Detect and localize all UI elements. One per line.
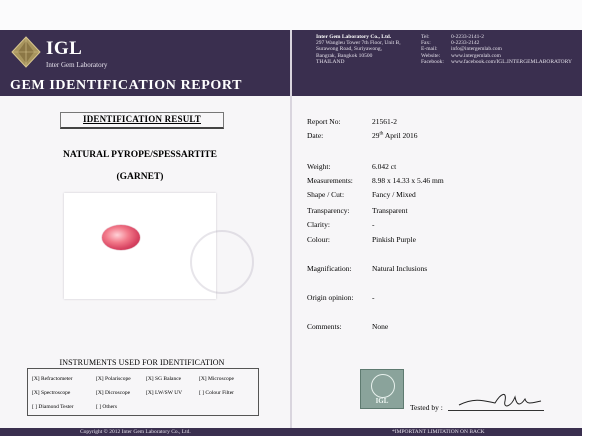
instrument-item: [X] Polariscope bbox=[96, 376, 131, 382]
instrument-item: [X] SG Balance bbox=[146, 376, 182, 382]
result-heading: IDENTIFICATION RESULT bbox=[83, 114, 201, 124]
address-line: 297 Wangleu Tower 7th Floor, Unit B, bbox=[316, 40, 401, 47]
address-line: Surawong Road, Suriyawong, bbox=[316, 46, 382, 53]
instrument-item: [X] Microscope bbox=[199, 376, 234, 382]
instrument-item: [X] Refractometer bbox=[32, 376, 73, 382]
contact-row: Facebook: www.facebook.com/IGL.INTERGEMLABORATORY bbox=[421, 58, 572, 65]
company-name: Inter Gem Laboratory Co., Ltd. bbox=[316, 34, 392, 40]
instrument-item: [X] Dicroscope bbox=[96, 390, 131, 396]
limitation-notice: *IMPORTANT LIMITATION ON BACK bbox=[392, 429, 485, 435]
lab-contact bbox=[421, 34, 572, 65]
gemstone-image bbox=[102, 225, 140, 250]
brand-name: IGL bbox=[46, 38, 83, 59]
seal-ring bbox=[371, 374, 395, 398]
contact-row: Fax: 0-2233-2142 bbox=[421, 40, 480, 47]
gem-variety: (GARNET) bbox=[116, 172, 164, 182]
instrument-item: [X] LW/SW UV bbox=[146, 390, 183, 396]
instrument-item: [ ] Others bbox=[96, 404, 118, 410]
tested-by-label: Tested by : bbox=[410, 403, 443, 412]
embossed-seal bbox=[190, 230, 254, 294]
gem-species: NATURAL PYROPE/SPESSARTITE bbox=[63, 150, 217, 160]
instrument-item: [ ] Diamond Tester bbox=[32, 404, 74, 410]
contact-row: Website: www.intergemlab.com bbox=[421, 52, 501, 59]
seal-text: IGL bbox=[375, 397, 389, 405]
brand-subtitle: Inter Gem Laboratory bbox=[46, 61, 108, 69]
instrument-item: [ ] Colour Filter bbox=[199, 390, 234, 396]
instruments-title: INSTRUMENTS USED FOR IDENTIFICATION bbox=[59, 358, 225, 367]
lab-address bbox=[316, 34, 401, 65]
contact-row: Tel: 0-2233-2141-2 bbox=[421, 34, 484, 40]
signature-scribble bbox=[455, 383, 545, 413]
top-margin bbox=[0, 0, 600, 30]
page-fold-line bbox=[290, 30, 292, 436]
address-line: THAILAND bbox=[316, 58, 345, 65]
report-title: GEM IDENTIFICATION REPORT bbox=[10, 78, 243, 93]
diamond-logo-icon bbox=[10, 36, 42, 68]
copyright-text: Copyright © 2012 Inter Gem Laboratory Co., Ltd. bbox=[80, 429, 191, 435]
right-margin bbox=[582, 0, 600, 436]
contact-row: E-mail: info@intergemlab.com bbox=[421, 46, 502, 53]
instrument-item: [X] Spectroscope bbox=[32, 390, 71, 396]
address-line: Bangrak, Bangkok 10500 bbox=[316, 52, 373, 59]
igl-seal-stamp bbox=[360, 369, 404, 409]
header-brand-area bbox=[0, 30, 288, 96]
